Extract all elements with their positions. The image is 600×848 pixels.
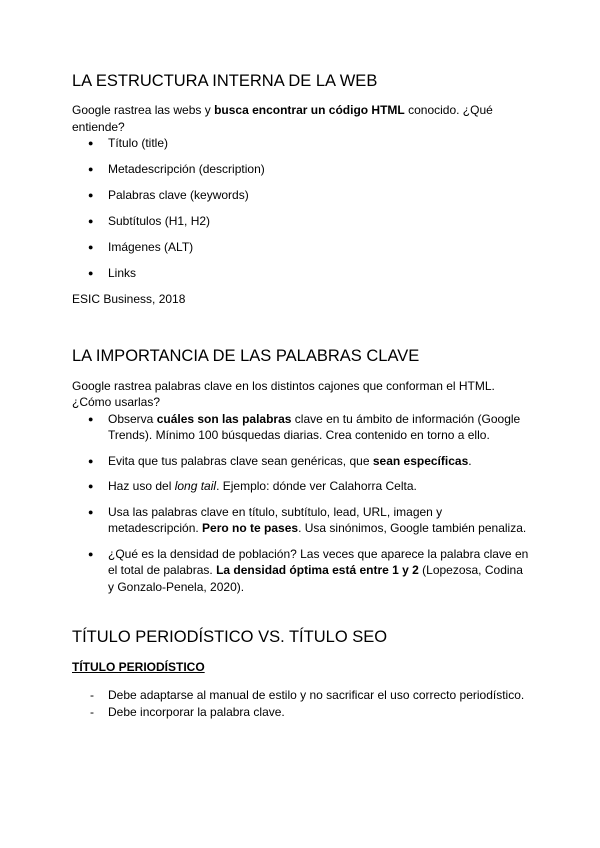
section-intro [72, 102, 532, 135]
list-item-text: Usa las palabras clave en título, subtítulo, lead, URL, imagen y metadescripción. [108, 504, 443, 535]
subheading-titulo-periodistico: TÍTULO PERIODÍSTICO [72, 660, 205, 674]
source-citation: ESIC Business, 2018 [72, 292, 186, 306]
list-item-bold: cuáles son las palabras [156, 411, 292, 426]
list-item-text: Haz uso del [108, 479, 175, 493]
list-item: ● Imágenes (ALT) [72, 239, 532, 256]
list-item [72, 478, 532, 495]
list-item: ● Palabras clave (keywords) [72, 187, 532, 204]
section-heading-titulo-seo: TÍTULO PERIODÍSTICO VS. TÍTULO SEO [72, 628, 388, 646]
intro-text: Google rastrea las webs y [72, 103, 215, 117]
list-item: ● Links [72, 265, 532, 282]
intro-bold-text: busca encontrar un código HTML [214, 103, 405, 117]
list-item [72, 546, 532, 596]
section-heading-estructura: LA ESTRUCTURA INTERNA DE LA WEB [72, 72, 378, 90]
list-item-italic: long tail [174, 479, 217, 493]
dash-list [72, 687, 532, 720]
list-item [72, 504, 532, 537]
list-item: - Debe adaptarse al manual de estilo y no sacrificar el uso correcto periodístico. [72, 687, 532, 704]
list-item-bold: La densidad óptima está entre 1 y 2 [216, 563, 419, 577]
list-item-text: (Lopezosa, Codina y Gonzalo-Penela, 2020). [108, 563, 523, 594]
list-item-text: . [468, 453, 472, 468]
list-item: - Debe incorporar la palabra clave. [72, 704, 532, 721]
document-page [72, 66, 532, 720]
list-item [72, 453, 532, 470]
list-item: ● Metadescripción (description) [72, 161, 532, 178]
list-item-text: Observa [108, 411, 157, 426]
list-item-text: Evita que tus palabras clave sean genéricas, que [108, 453, 373, 468]
bullet-list-elements [72, 135, 532, 282]
list-item: ● Subtítulos (H1, H2) [72, 213, 532, 230]
list-item-text: . Ejemplo: dónde ver Calahorra Celta. [216, 479, 417, 493]
list-item: ● Título (title) [72, 135, 532, 152]
list-item-bold: Pero no te pases [202, 521, 299, 535]
section-heading-palabras-clave: LA IMPORTANCIA DE LAS PALABRAS CLAVE [72, 346, 420, 365]
section-intro: Google rastrea palabras clave en los distintos cajones que conforman el HTML. ¿Cómo usarlas? [72, 378, 495, 409]
list-item [72, 411, 532, 444]
list-item-text: . Usa sinónimos, Google también penaliza. [298, 521, 527, 535]
intro-text-end: conocido. ¿Qué entiende? [72, 103, 493, 134]
bullet-list-tips [72, 411, 532, 596]
list-item-bold: sean específicas [372, 453, 469, 468]
list-item-text: clave en tu ámbito de información (Google Trends). Mínimo 100 búsquedas diarias. Crea contenido en torno a ello. [108, 411, 521, 442]
list-item-text: ¿Qué es la densidad de población? Las veces que aparece la palabra clave en el total de palabras. [108, 546, 529, 577]
